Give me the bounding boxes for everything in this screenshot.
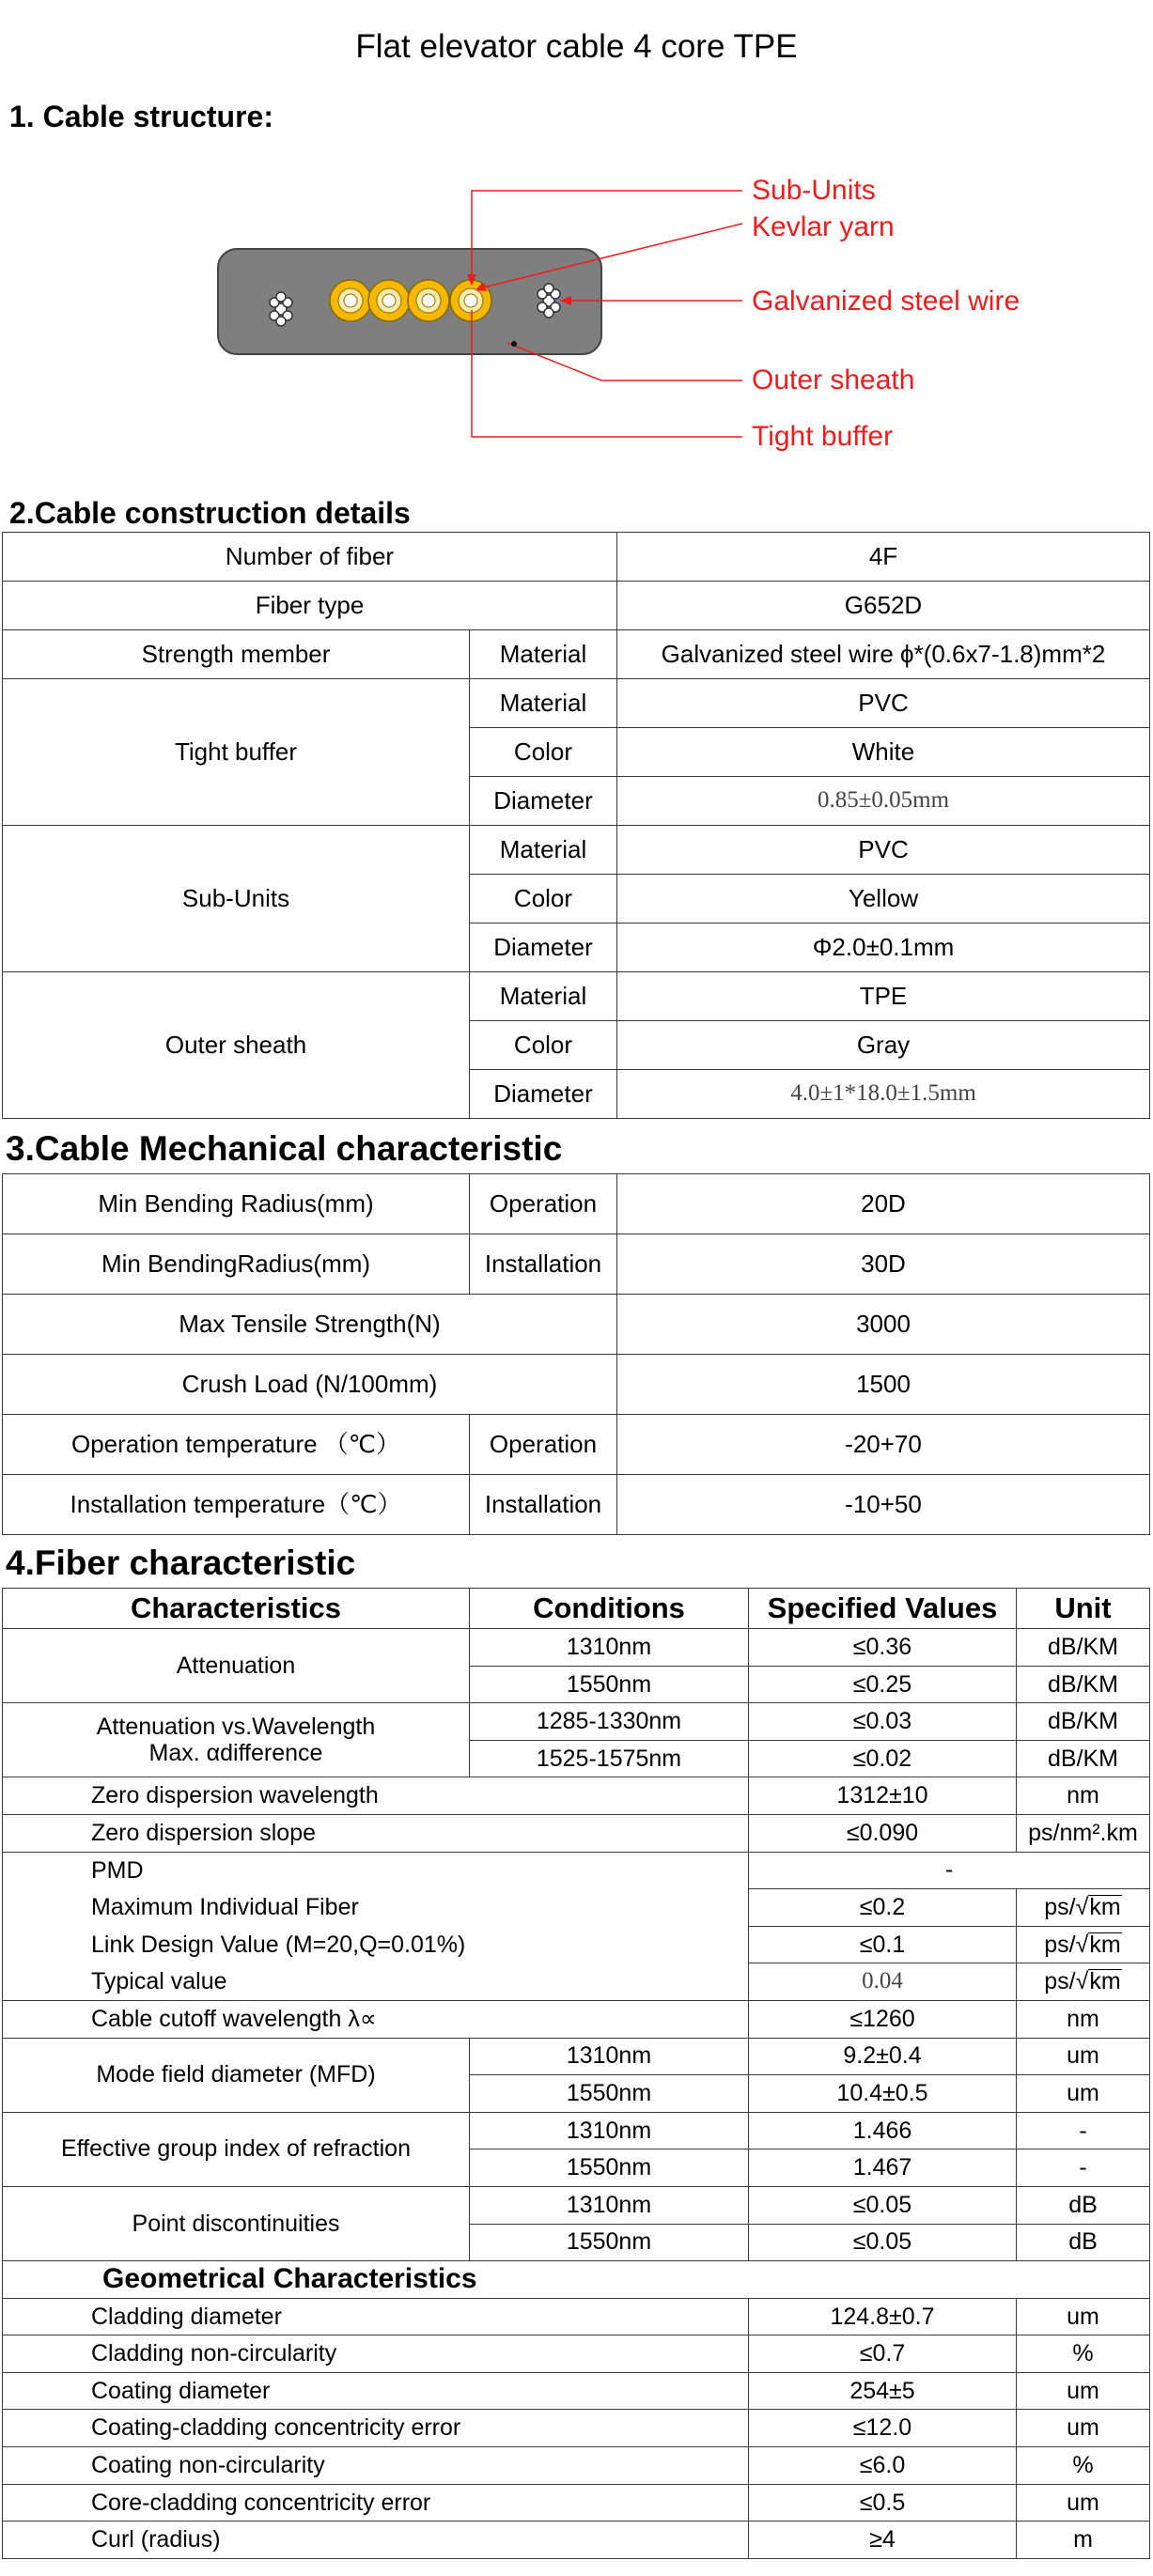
table-cell: m (1017, 2522, 1150, 2559)
table-cell: dB/KM (1017, 1629, 1150, 1667)
table-cell: Typical value (3, 1963, 749, 2001)
table-row (3, 826, 1150, 875)
table-cell: Point discontinuities (3, 2186, 470, 2260)
table-row (3, 1415, 1150, 1475)
table-cell: nm (1017, 2000, 1150, 2038)
table-cell: Cladding non-circularity (3, 2335, 749, 2373)
table-cell: ≤0.5 (749, 2484, 1017, 2522)
cell-line: Max. αdifference (148, 1740, 323, 1767)
table-row (3, 1174, 1150, 1234)
table-cell: Link Design Value (M=20,Q=0.01%) (3, 1926, 749, 1963)
table-cell: 4.0±1*18.0±1.5mm (617, 1070, 1150, 1119)
label-outer-sheath: Outer sheath (752, 365, 915, 396)
table-cell: TPE (617, 972, 1150, 1021)
table-cell: nm (1017, 1777, 1150, 1815)
table-cell: 1500 (617, 1355, 1150, 1415)
unit-prefix: ps/ (1044, 1894, 1076, 1921)
table-row (3, 533, 1150, 582)
table-cell: Installation temperature（℃） (3, 1475, 470, 1535)
table-row (3, 582, 1150, 630)
table-cell: Min Bending Radius(mm) (3, 1174, 470, 1234)
table-cell: 30D (617, 1234, 1150, 1295)
table-cell: 1310nm (470, 1629, 749, 1667)
cell-line: Attenuation vs.Wavelength (96, 1713, 376, 1740)
table-row (3, 1629, 1150, 1667)
table-cell: PVC (617, 826, 1150, 875)
table-cell: - (1017, 2149, 1150, 2187)
unit-radicand: km (1089, 1894, 1121, 1921)
table-cell: 1525-1575nm (470, 1740, 749, 1777)
table-cell: Tight buffer (3, 679, 470, 826)
table-row (3, 2447, 1150, 2485)
table-cell: 9.2±0.4 (749, 2038, 1017, 2075)
section-heading-mechanical: 3.Cable Mechanical characteristic (6, 1129, 563, 1168)
table-cell: Installation (470, 1234, 617, 1295)
table-cell: 4F (617, 533, 1150, 582)
table-cell: Core-cladding concentricity error (3, 2484, 749, 2522)
table-row (3, 1234, 1150, 1295)
table-cell (3, 1703, 470, 1777)
table-cell: Galvanized steel wire ϕ*(0.6x7-1.8)mm*2 (617, 630, 1150, 679)
table-cell: Coating diameter (3, 2372, 749, 2410)
page-title: Flat elevator cable 4 core TPE (355, 28, 798, 65)
table-cell: 254±5 (749, 2372, 1017, 2410)
table-cell: Cladding diameter (3, 2298, 749, 2335)
table-cell: ps/nm².km (1017, 1814, 1150, 1852)
table-row (3, 2038, 1150, 2075)
table-cell: % (1017, 2335, 1150, 2373)
table-cell: Operation (470, 1415, 617, 1475)
geometrical-heading: Geometrical Characteristics (3, 2261, 1150, 2299)
table-cell: Material (470, 679, 617, 728)
table-cell: ≤1260 (749, 2000, 1017, 2038)
table-cell: dB/KM (1017, 1666, 1150, 1703)
table-cell: 1285-1330nm (470, 1703, 749, 1741)
sqrt-icon: √ (1075, 1931, 1089, 1958)
table-row (3, 630, 1150, 679)
table-cell: ≤0.1 (749, 1926, 1017, 1963)
column-header: Conditions (470, 1589, 749, 1629)
table-row (3, 2335, 1150, 2373)
table-cell (1017, 1963, 1150, 2001)
mechanical-table (2, 1173, 1150, 1535)
table-cell (1017, 1889, 1150, 1927)
table-cell: um (1017, 2298, 1150, 2335)
table-cell: 1550nm (470, 2224, 749, 2261)
table-cell: 1310nm (470, 2186, 749, 2224)
table-cell: dB/KM (1017, 1740, 1150, 1777)
table-cell: White (617, 728, 1150, 777)
table-cell: Color (470, 875, 617, 923)
table-row (3, 679, 1150, 728)
table-cell: 3000 (617, 1295, 1150, 1355)
table-cell: Sub-Units (3, 826, 470, 972)
table-cell: Color (470, 728, 617, 777)
unit-radicand: km (1089, 1931, 1121, 1958)
table-cell: PMD (3, 1852, 749, 1889)
table-cell: Min BendingRadius(mm) (3, 1234, 470, 1295)
table-cell: - (1017, 2112, 1150, 2149)
table-cell: dB (1017, 2224, 1150, 2261)
construction-table (2, 532, 1150, 1119)
table-cell: 1550nm (470, 1666, 749, 1703)
table-cell: um (1017, 2372, 1150, 2410)
table-row (3, 2522, 1150, 2559)
table-row (3, 2261, 1150, 2299)
table-cell: 20D (617, 1174, 1150, 1234)
table-cell: Diameter (470, 923, 617, 972)
table-cell: 1.466 (749, 2112, 1017, 2149)
table-cell: Number of fiber (3, 533, 617, 582)
sqrt-icon: √ (1075, 1894, 1089, 1921)
section-heading-structure: 1. Cable structure: (9, 100, 273, 133)
column-header: Characteristics (3, 1589, 470, 1629)
table-row (3, 1475, 1150, 1535)
table-cell: 0.04 (749, 1963, 1017, 2001)
table-row (3, 1926, 1150, 1963)
table-cell: % (1017, 2447, 1150, 2485)
table-cell: um (1017, 2038, 1150, 2075)
table-cell: Mode field diameter (MFD) (3, 2038, 470, 2112)
section-heading-construction: 2.Cable construction details (9, 496, 411, 530)
table-cell: Fiber type (3, 582, 617, 630)
table-cell (1017, 1926, 1150, 1963)
table-row (3, 2112, 1150, 2149)
table-cell: Installation (470, 1475, 617, 1535)
table-row (3, 2298, 1150, 2335)
table-row (3, 1852, 1150, 1889)
section-heading-fiber: 4.Fiber characteristic (6, 1544, 356, 1582)
table-row (3, 1355, 1150, 1415)
table-cell: Yellow (617, 875, 1150, 923)
table-cell: ≤0.2 (749, 1889, 1017, 1927)
table-cell: - (749, 1852, 1150, 1889)
unit-radicand: km (1089, 1968, 1121, 1995)
table-cell: PVC (617, 679, 1150, 728)
table-header-row (3, 1589, 1150, 1629)
table-cell: Curl (radius) (3, 2522, 749, 2559)
table-cell: Coating-cladding concentricity error (3, 2410, 749, 2447)
table-cell: 1550nm (470, 2149, 749, 2187)
table-row (3, 1963, 1150, 2001)
table-cell: ≤0.05 (749, 2224, 1017, 2261)
table-cell: Zero dispersion wavelength (3, 1777, 749, 1815)
table-cell: ≤0.090 (749, 1814, 1017, 1852)
table-row (3, 972, 1150, 1021)
table-cell: 10.4±0.5 (749, 2075, 1017, 2113)
table-cell: ≤0.05 (749, 2186, 1017, 2224)
table-cell: 1550nm (470, 2075, 749, 2113)
table-cell: um (1017, 2075, 1150, 2113)
table-cell: Coating non-circularity (3, 2447, 749, 2485)
table-cell: dB (1017, 2186, 1150, 2224)
table-cell: Cable cutoff wavelength λ∝ (3, 2000, 749, 2038)
table-row (3, 2186, 1150, 2224)
table-cell: Effective group index of refraction (3, 2112, 470, 2186)
table-cell: 0.85±0.05mm (617, 777, 1150, 826)
table-cell: Operation temperature （℃） (3, 1415, 470, 1475)
table-cell: ≤0.02 (749, 1740, 1017, 1777)
table-cell: ≤12.0 (749, 2410, 1017, 2447)
table-row (3, 1889, 1150, 1927)
column-header: Specified Values (749, 1589, 1017, 1629)
table-cell: -10+50 (617, 1475, 1150, 1535)
table-cell: Material (470, 972, 617, 1021)
column-header: Unit (1017, 1589, 1150, 1629)
label-tight-buffer: Tight buffer (752, 421, 894, 452)
table-cell: ≥4 (749, 2522, 1017, 2559)
table-cell: Gray (617, 1021, 1150, 1070)
table-cell: um (1017, 2484, 1150, 2522)
table-cell: G652D (617, 582, 1150, 630)
table-cell: um (1017, 2410, 1150, 2447)
unit-prefix: ps/ (1044, 1931, 1076, 1958)
outer-sheath-point (511, 341, 517, 347)
table-cell: 1.467 (749, 2149, 1017, 2187)
table-cell: 124.8±0.7 (749, 2298, 1017, 2335)
table-cell: Zero dispersion slope (3, 1814, 749, 1852)
table-cell: 1312±10 (749, 1777, 1017, 1815)
table-row (3, 1814, 1150, 1852)
table-cell: 1310nm (470, 2112, 749, 2149)
table-row (3, 2372, 1150, 2410)
table-cell: Strength member (3, 630, 470, 679)
table-cell: Diameter (470, 777, 617, 826)
table-cell: Attenuation (3, 1629, 470, 1703)
table-row (3, 1703, 1150, 1741)
table-cell: Diameter (470, 1070, 617, 1119)
fiber-table (2, 1588, 1150, 2559)
table-cell: ≤6.0 (749, 2447, 1017, 2485)
table-row (3, 1295, 1150, 1355)
sqrt-icon: √ (1075, 1968, 1089, 1995)
table-cell: 1310nm (470, 2038, 749, 2075)
table-cell: ≤0.7 (749, 2335, 1017, 2373)
table-cell: Material (470, 630, 617, 679)
table-row (3, 2410, 1150, 2447)
label-galvanized-steel-wire: Galvanized steel wire (752, 286, 1021, 317)
table-cell: Max Tensile Strength(N) (3, 1295, 617, 1355)
label-kevlar-yarn: Kevlar yarn (752, 211, 895, 242)
table-row (3, 2484, 1150, 2522)
table-cell: ≤0.36 (749, 1629, 1017, 1667)
table-cell: dB/KM (1017, 1703, 1150, 1741)
table-cell: Φ2.0±0.1mm (617, 923, 1150, 972)
table-cell: ≤0.25 (749, 1666, 1017, 1703)
label-sub-units: Sub-Units (752, 175, 876, 206)
table-cell: Outer sheath (3, 972, 470, 1119)
cable-structure-diagram (0, 160, 1153, 470)
table-cell: Operation (470, 1174, 617, 1234)
table-cell: -20+70 (617, 1415, 1150, 1475)
unit-prefix: ps/ (1044, 1968, 1076, 1995)
table-cell: Crush Load (N/100mm) (3, 1355, 617, 1415)
table-cell: Material (470, 826, 617, 875)
table-cell: Color (470, 1021, 617, 1070)
table-cell: ≤0.03 (749, 1703, 1017, 1741)
table-cell: Maximum Individual Fiber (3, 1889, 749, 1927)
table-row (3, 1777, 1150, 1815)
table-row (3, 2000, 1150, 2038)
